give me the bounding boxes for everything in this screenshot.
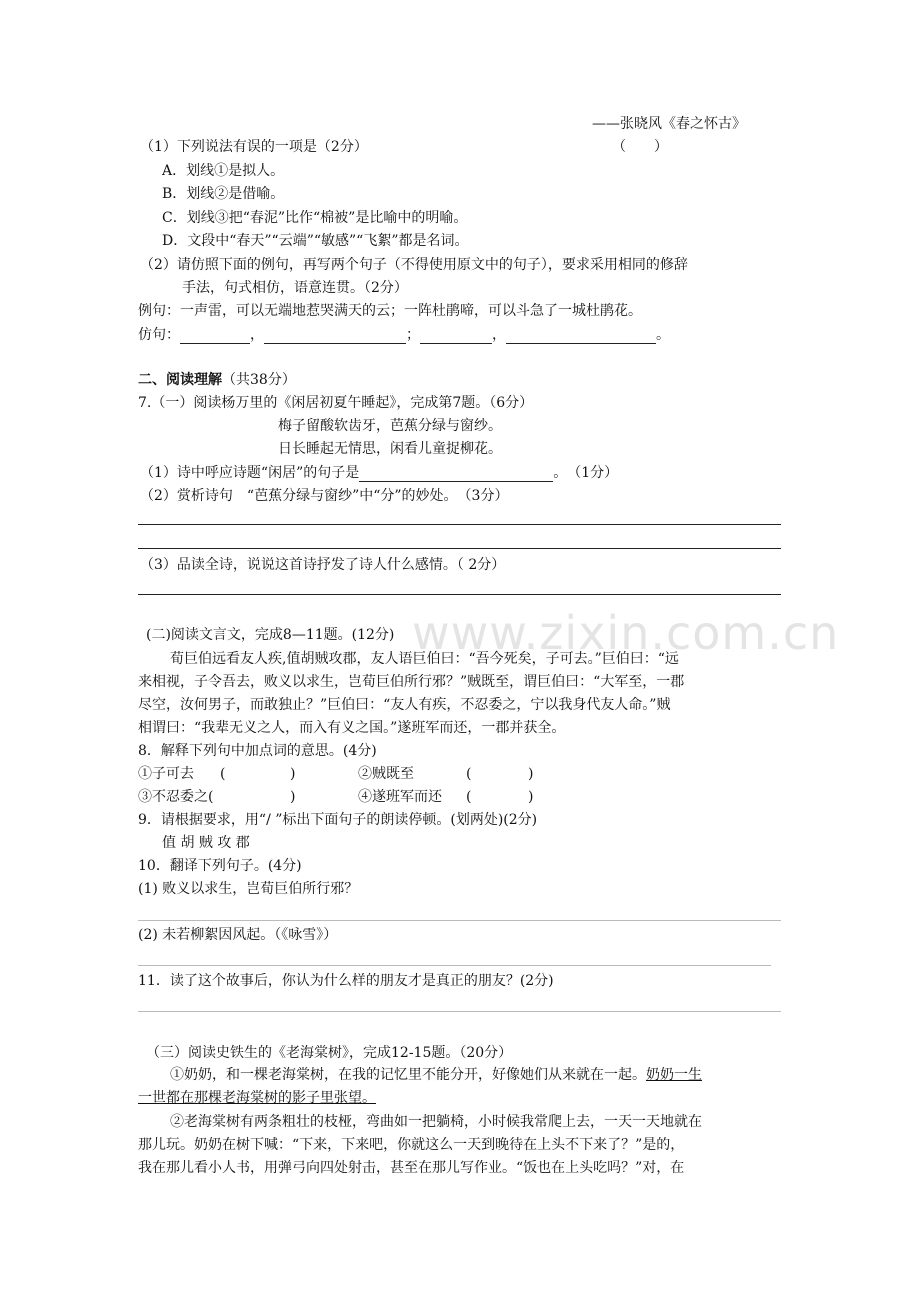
passage3-p1-line2: 一世都在那棵老海棠树的影子里张望。 (138, 1090, 376, 1106)
q1-option-b: B．划线②是借喻。 (162, 186, 285, 202)
p1-underlined: 奶奶一生 (646, 1067, 702, 1083)
q7-sub3: （3）品读全诗，说说这首诗抒发了诗人什么感情。（ 2分） (140, 557, 506, 573)
q10-sentence-2: (2) 未若柳絮因风起。（《咏雪》） (138, 927, 338, 943)
classical-line-2: 来相视，子令吾去，败义以求生，岂荀巨伯所行邪？”贼既至，谓巨伯曰：“大军至，一郡 (138, 674, 685, 690)
source-attribution: ——张晓风《春之怀古》 (592, 116, 746, 132)
sep: ； (406, 327, 420, 343)
passage3-p2-line3: 我在那儿看小人书，用弹弓向四处射击，甚至在那儿写作业。“饭也在上头吃吗？”对，在 (138, 1160, 685, 1176)
classical-line-1: 荀巨伯远看友人疾,值胡贼攻郡，友人语巨伯曰：“吾今死矣，子可去。”巨伯曰：“远 (170, 651, 679, 667)
answer-line[interactable] (138, 594, 781, 595)
sep: ， (250, 327, 264, 343)
q1-stem: （1）下列说法有误的一项是（2分） (140, 139, 368, 155)
q8-item-1: ①子可去 (138, 766, 194, 782)
q9-stem: 9．请根据要求，用“/ ”标出下面句子的朗读停顿。(划两处)(2分) (138, 812, 538, 828)
q1-answer-paren: （ ） (612, 139, 668, 155)
paren: ( (466, 766, 472, 782)
q8-stem: 8．解释下列句中加点词的意思。(4分) (138, 743, 377, 759)
section-heading (138, 371, 296, 389)
q9-sentence: 值 胡 贼 攻 郡 (162, 835, 250, 851)
paren: ) (290, 789, 296, 805)
passage3-p1-line1 (170, 1066, 702, 1084)
p1-text: ①奶奶，和一棵老海棠树，在我的记忆里不能分开，好像她们从来就在一起。 (170, 1067, 646, 1083)
q7-sub1 (140, 464, 618, 482)
answer-line[interactable] (138, 965, 771, 966)
q10-stem: 10．翻译下列句子。(4分) (138, 858, 302, 874)
q8-item-2: ②贼既至 (358, 766, 414, 782)
answer-line[interactable] (138, 1011, 781, 1012)
passage3-intro: （三）阅读史铁生的《老海棠树》，完成12-15题。（20分） (146, 1045, 513, 1061)
answer-line[interactable] (138, 920, 781, 921)
sep: ， (492, 327, 506, 343)
q10-sentence-1: (1) 败义以求生，岂荀巨伯所行邪？ (138, 881, 359, 897)
imitate-blank-2[interactable] (264, 329, 406, 344)
q1-option-c: C．划线③把“春泥”比作“棉被”是比喻中的明喻。 (162, 210, 468, 226)
answer-line[interactable] (138, 524, 781, 525)
imitate-blank-3[interactable] (420, 329, 492, 344)
q7-sub2: （2）赏析诗句 “芭蕉分绿与窗纱”中“分”的妙处。 （3分） (140, 488, 509, 504)
q1-option-a: A．划线①是拟人。 (162, 163, 285, 179)
answer-line[interactable] (138, 548, 781, 549)
classical-intro: (二)阅读文言文，完成8—11题。(12分) (146, 627, 395, 643)
sep: 。 (656, 327, 670, 343)
paren: ) (528, 789, 534, 805)
poem-line-2: 日长睡起无情思，闲看儿童捉柳花。 (278, 441, 502, 457)
imitate-blank-4[interactable] (506, 329, 656, 344)
paren: ) (290, 766, 296, 782)
imitate-label: 仿句： (138, 327, 180, 343)
passage3-p2-line1: ②老海棠树有两条粗壮的枝桠，弯曲如一把躺椅，小时候我常爬上去，一天一天地就在 (170, 1114, 702, 1130)
q7-sub1-end: 。 （1分） (553, 465, 619, 481)
paren: ( (220, 766, 226, 782)
section-title: 二、阅读理解 (138, 372, 222, 388)
classical-line-3: 尽空，汝何男子，而敢独止？”巨伯曰：“友人有疾，不忍委之，宁以我身代友人命。”贼 (138, 697, 671, 713)
q7-intro: 7.（一）阅读杨万里的《闲居初夏午睡起》，完成第7题。（6分） (138, 395, 534, 411)
watermark: www.zixin.com.cn (412, 606, 840, 660)
paren: ( (466, 789, 472, 805)
q2-imitate-row (138, 326, 670, 344)
q2-example: 例句：一声雷，可以无端地惹哭满天的云；一阵杜鹃啼，可以斗急了一城杜鹃花。 (138, 303, 642, 319)
q8-item-4: ④遂班军而还 (358, 789, 442, 805)
q11-stem: 11．读了这个故事后，你认为什么样的朋友才是真正的朋友？(2分) (138, 973, 554, 989)
q7-sub1-text: （1）诗中呼应诗题“闲居”的句子是 (140, 465, 360, 481)
imitate-blank-1[interactable] (180, 329, 250, 344)
q7-sub1-blank[interactable] (359, 467, 553, 482)
q8-item-3: ③不忍委之( (138, 789, 214, 805)
q2-stem-line1: （2）请仿照下面的例句，再写两个句子（不得使用原文中的句子），要求采用相同的修辞 (140, 257, 688, 273)
passage3-p2-line2: 那儿玩。奶奶在树下喊：“下来，下来吧，你就这么一天到晚待在上头不下来了？”是的， (138, 1137, 685, 1153)
paren: ) (528, 766, 534, 782)
q1-option-d: D．文段中“春天”“云端”“敏感”“飞絮”都是名词。 (162, 233, 469, 249)
q2-stem-line2: 手法，句式相仿，语意连贯。（2分） (182, 280, 408, 296)
poem-line-1: 梅子留酸软齿牙，芭蕉分绿与窗纱。 (278, 418, 502, 434)
classical-line-4: 相谓曰：“我辈无义之人，而入有义之国。”遂班军而还，一郡并获全。 (138, 720, 566, 736)
section-score: （共38分） (222, 372, 296, 388)
